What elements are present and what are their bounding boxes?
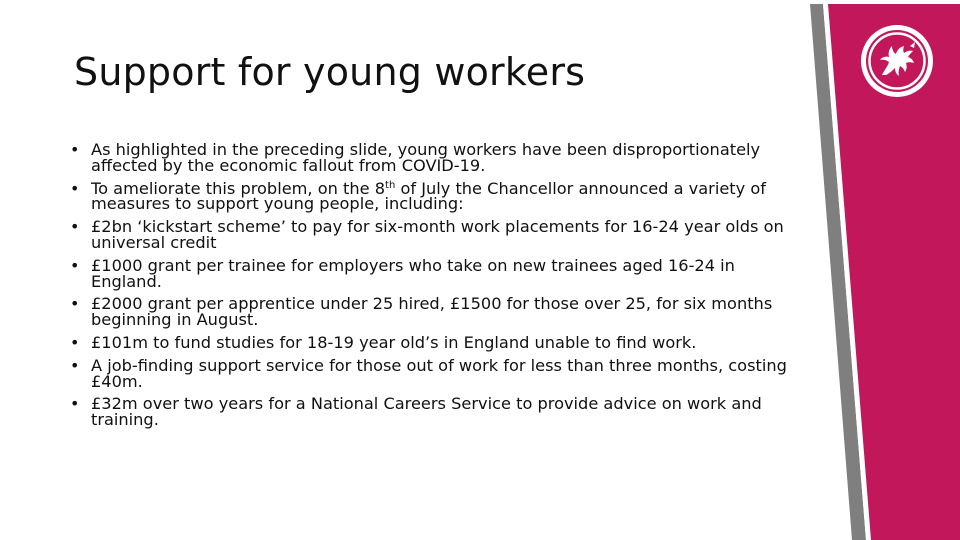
bullet-marker: • xyxy=(70,140,80,159)
bullet-item xyxy=(70,142,790,174)
bullet-text: £1000 grant per trainee for employers who take on new trainees aged 16-24 in England. xyxy=(91,255,735,291)
bullet-text: £2000 grant per apprentice under 25 hired, £1500 for those over 25, for six months beginning in August. xyxy=(91,294,773,330)
bullet-text: £2bn ‘kickstart scheme’ to pay for six-month work placements for 16-24 year olds on universal credit xyxy=(91,217,784,252)
bullet-text: As highlighted in the preceding slide, young workers have been disproportionately affected by the economic fallout from COVID-19. xyxy=(91,140,761,175)
bullet-text: £32m over two years for a National Careers Service to provide advice on work and training. xyxy=(91,394,762,430)
bullet-text-continued: of July the Chancellor announced a variety of measures to support young people, including: xyxy=(91,178,766,214)
bullet-marker: • xyxy=(70,178,80,198)
bullet-text: To ameliorate this problem, on the 8 xyxy=(91,178,386,198)
bullet-item xyxy=(70,355,790,391)
bullet-item xyxy=(70,255,790,291)
bullet-marker: • xyxy=(70,294,80,314)
slide-title: Support for young workers xyxy=(74,50,586,94)
bullet-item xyxy=(70,296,790,328)
dragon-logo-icon xyxy=(858,22,936,100)
bullet-text: A job-finding support service for those out of work for less than three months, costing £40m. xyxy=(91,355,787,391)
bullet-text: £101m to fund studies for 18-19 year old’s in England unable to find work. xyxy=(91,332,697,352)
bullet-item xyxy=(70,178,790,214)
bullet-marker: • xyxy=(70,394,80,414)
bullet-item xyxy=(70,219,790,251)
bullet-marker: • xyxy=(70,332,80,352)
bullet-marker: • xyxy=(70,255,80,275)
bullet-item xyxy=(70,396,790,428)
bullet-superscript: th xyxy=(385,179,396,191)
bullet-marker: • xyxy=(70,217,80,237)
bullet-list xyxy=(70,142,790,435)
bullet-marker: • xyxy=(70,355,80,375)
bullet-item xyxy=(70,332,790,352)
